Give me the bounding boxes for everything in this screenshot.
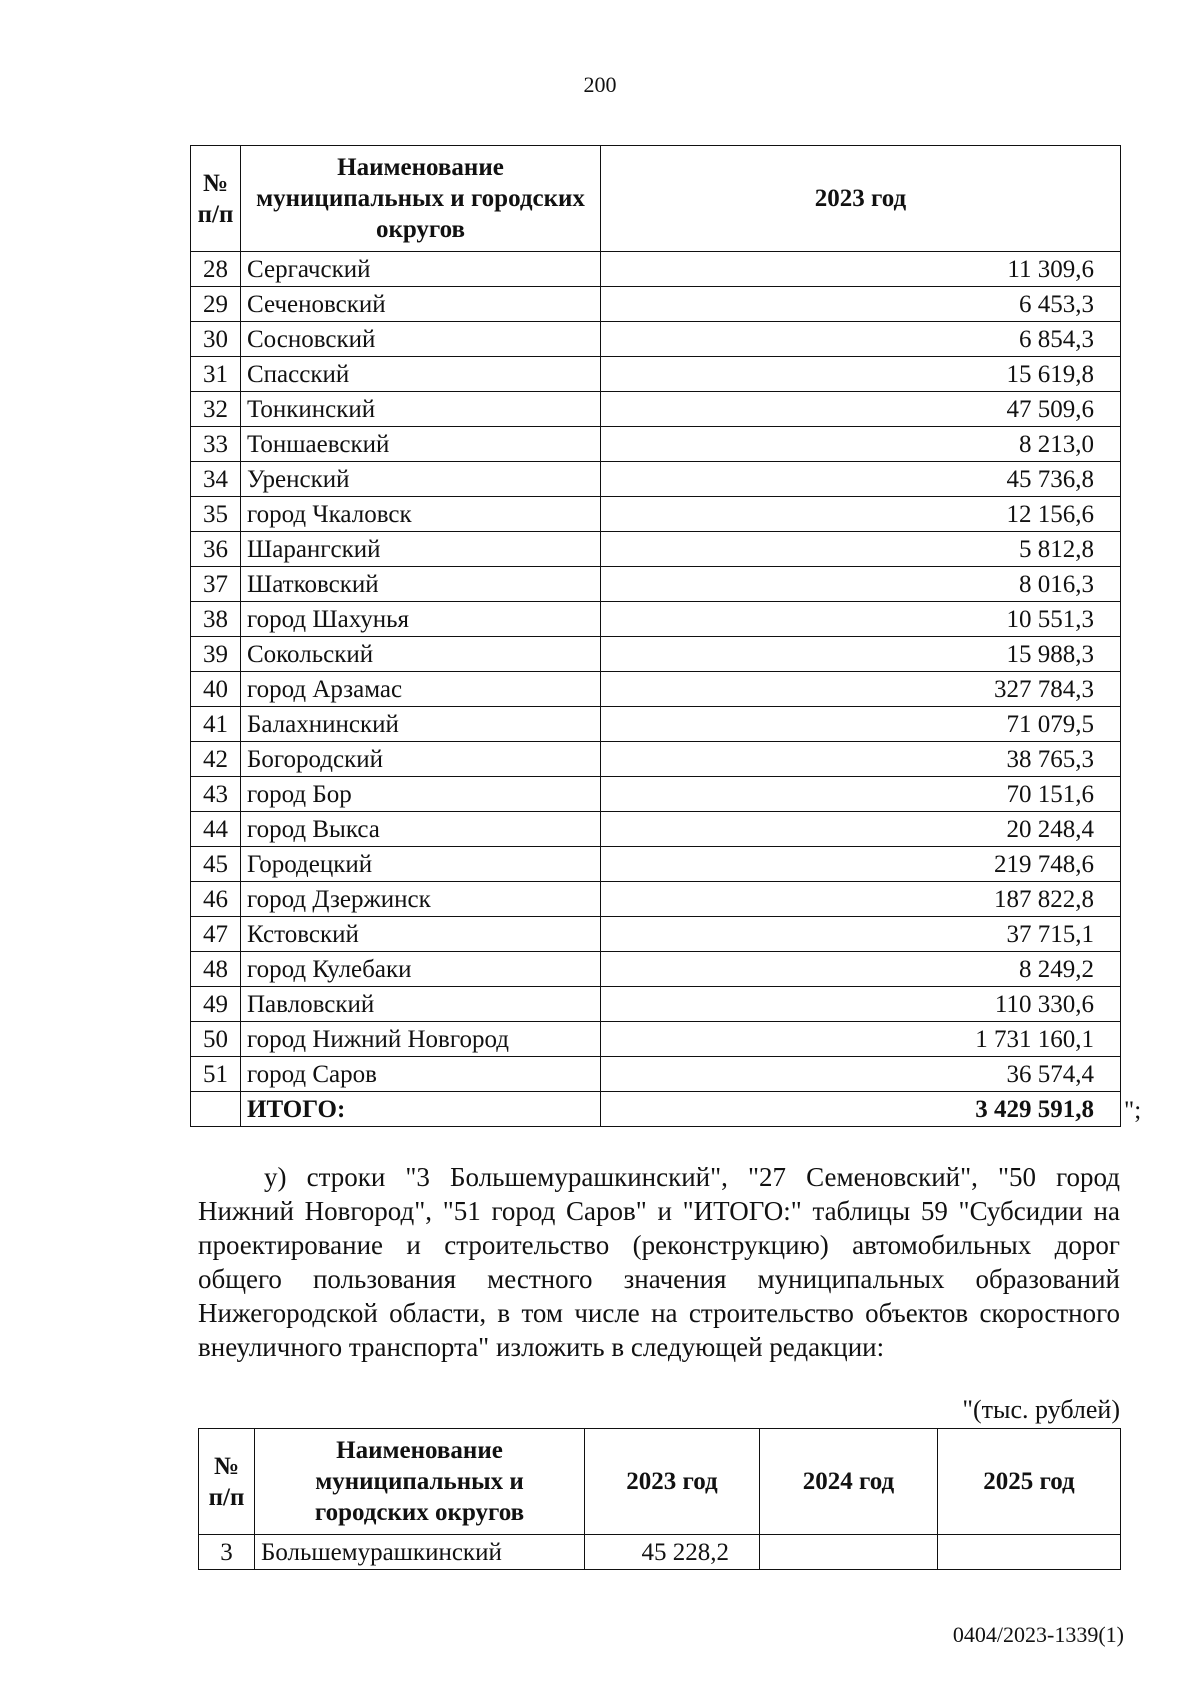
row-name: город Чкаловск — [241, 497, 601, 532]
header-2025: 2025 год — [938, 1429, 1121, 1535]
row-name: Сеченовский — [241, 287, 601, 322]
row-name: Сергачский — [241, 252, 601, 287]
row-name: Сосновский — [241, 322, 601, 357]
row-name: город Дзержинск — [241, 882, 601, 917]
table-body — [199, 1535, 1121, 1570]
table-body — [191, 252, 1121, 1127]
row-value-2023: 10 551,3 — [601, 602, 1121, 637]
row-name: Кстовский — [241, 917, 601, 952]
row-name: Тонкинский — [241, 392, 601, 427]
row-number: 51 — [191, 1057, 241, 1092]
table-row — [199, 1535, 1121, 1570]
row-value-2024 — [760, 1535, 938, 1570]
row-value-2023: 71 079,5 — [601, 707, 1121, 742]
table-row — [191, 252, 1121, 287]
header-num: № п/п — [191, 146, 241, 252]
subsidy-table-59 — [198, 1428, 1121, 1570]
row-number: 39 — [191, 637, 241, 672]
header-2023: 2023 год — [601, 146, 1121, 252]
row-value-2023: 110 330,6 — [601, 987, 1121, 1022]
header-2024: 2024 год — [760, 1429, 938, 1535]
row-value-2023: 5 812,8 — [601, 532, 1121, 567]
table-row — [191, 952, 1121, 987]
row-name: Тоншаевский — [241, 427, 601, 462]
row-number: 37 — [191, 567, 241, 602]
row-name: Павловский — [241, 987, 601, 1022]
row-name: Городецкий — [241, 847, 601, 882]
table-row — [191, 602, 1121, 637]
row-number: 35 — [191, 497, 241, 532]
row-number: 38 — [191, 602, 241, 637]
row-value-2023: 8 249,2 — [601, 952, 1121, 987]
row-value-2023: 8 016,3 — [601, 567, 1121, 602]
row-number: 31 — [191, 357, 241, 392]
document-code: 0404/2023-1339(1) — [952, 1622, 1124, 1647]
row-number: 48 — [191, 952, 241, 987]
row-name: город Выкса — [241, 812, 601, 847]
subsidy-table-1 — [190, 145, 1121, 1127]
row-number: 46 — [191, 882, 241, 917]
row-name: Шарангский — [241, 532, 601, 567]
row-name: Шатковский — [241, 567, 601, 602]
row-number: 30 — [191, 322, 241, 357]
row-name: Уренский — [241, 462, 601, 497]
table-row — [191, 287, 1121, 322]
row-value-2023: 6 854,3 — [601, 322, 1121, 357]
row-value-2023: 1 731 160,1 — [601, 1022, 1121, 1057]
table-row — [191, 322, 1121, 357]
table-row — [191, 882, 1121, 917]
table-row — [191, 777, 1121, 812]
table-row — [191, 1022, 1121, 1057]
row-number: 3 — [199, 1535, 255, 1570]
table-header-row — [191, 146, 1121, 252]
header-2023: 2023 год — [585, 1429, 760, 1535]
row-value-2023: 8 213,0 — [601, 427, 1121, 462]
total-row — [191, 1092, 1121, 1127]
table-row — [191, 637, 1121, 672]
table-row — [191, 987, 1121, 1022]
row-name: Балахнинский — [241, 707, 601, 742]
closing-quote: "; — [1124, 1097, 1142, 1124]
row-number: 36 — [191, 532, 241, 567]
row-value-2023: 15 619,8 — [601, 357, 1121, 392]
row-value-2023: 15 988,3 — [601, 637, 1121, 672]
row-value-2023: 187 822,8 — [601, 882, 1121, 917]
row-number: 28 — [191, 252, 241, 287]
header-name: Наименование муниципальных и городских округов — [255, 1429, 585, 1535]
total-num-empty — [191, 1092, 241, 1127]
row-value-2023: 38 765,3 — [601, 742, 1121, 777]
table-row — [191, 707, 1121, 742]
row-value-2023: 47 509,6 — [601, 392, 1121, 427]
row-value-2023: 37 715,1 — [601, 917, 1121, 952]
amendment-paragraph: у) строки "3 Большемурашкинский", "27 Семеновский", "50 город Нижний Новгород", "51 город Саров" и "ИТОГО:" таблицы 59 "Субсидии на проектирование и строительство (реконструкцию) автомобильных дорог общего пользования местного значения муниципальных образований Нижегородской области, в том числе на строительство объектов скоростного внеуличного транспорта" изложить в следующей редакции: — [198, 1162, 1120, 1362]
table-row — [191, 532, 1121, 567]
row-number: 33 — [191, 427, 241, 462]
row-number: 45 — [191, 847, 241, 882]
table-row — [191, 917, 1121, 952]
row-value-2023: 70 151,6 — [601, 777, 1121, 812]
row-value-2023: 45 736,8 — [601, 462, 1121, 497]
table-row — [191, 497, 1121, 532]
row-name: город Бор — [241, 777, 601, 812]
row-number: 47 — [191, 917, 241, 952]
row-value-2023: 11 309,6 — [601, 252, 1121, 287]
row-number: 49 — [191, 987, 241, 1022]
row-value-2023: 219 748,6 — [601, 847, 1121, 882]
row-name: город Саров — [241, 1057, 601, 1092]
row-number: 50 — [191, 1022, 241, 1057]
row-name: Большемурашкинский — [255, 1535, 585, 1570]
table-row — [191, 462, 1121, 497]
row-number: 43 — [191, 777, 241, 812]
row-value-2023: 327 784,3 — [601, 672, 1121, 707]
row-name: Сокольский — [241, 637, 601, 672]
header-num: № п/п — [199, 1429, 255, 1535]
row-value-2023: 45 228,2 — [585, 1535, 760, 1570]
row-number: 44 — [191, 812, 241, 847]
page-number: 200 — [583, 72, 617, 97]
total-label: ИТОГО: — [241, 1092, 601, 1127]
table-row — [191, 1057, 1121, 1092]
row-number: 34 — [191, 462, 241, 497]
row-value-2023: 6 453,3 — [601, 287, 1121, 322]
table-row — [191, 567, 1121, 602]
table-row — [191, 742, 1121, 777]
row-value-2023: 20 248,4 — [601, 812, 1121, 847]
row-number: 32 — [191, 392, 241, 427]
row-number: 41 — [191, 707, 241, 742]
header-name: Наименование муниципальных и городских округов — [241, 146, 601, 252]
table-header-row — [199, 1429, 1121, 1535]
row-number: 29 — [191, 287, 241, 322]
row-name: город Арзамас — [241, 672, 601, 707]
row-name: Богородский — [241, 742, 601, 777]
table-row — [191, 812, 1121, 847]
row-number: 40 — [191, 672, 241, 707]
total-value: 3 429 591,8 — [601, 1092, 1121, 1127]
table-row — [191, 672, 1121, 707]
table-row — [191, 392, 1121, 427]
row-value-2025 — [938, 1535, 1121, 1570]
row-name: город Кулебаки — [241, 952, 601, 987]
table-row — [191, 427, 1121, 462]
unit-note: "(тыс. рублей) — [962, 1395, 1120, 1424]
row-name: Спасский — [241, 357, 601, 392]
table-row — [191, 847, 1121, 882]
row-number: 42 — [191, 742, 241, 777]
row-value-2023: 12 156,6 — [601, 497, 1121, 532]
row-value-2023: 36 574,4 — [601, 1057, 1121, 1092]
row-name: город Шахунья — [241, 602, 601, 637]
table-row — [191, 357, 1121, 392]
row-name: город Нижний Новгород — [241, 1022, 601, 1057]
